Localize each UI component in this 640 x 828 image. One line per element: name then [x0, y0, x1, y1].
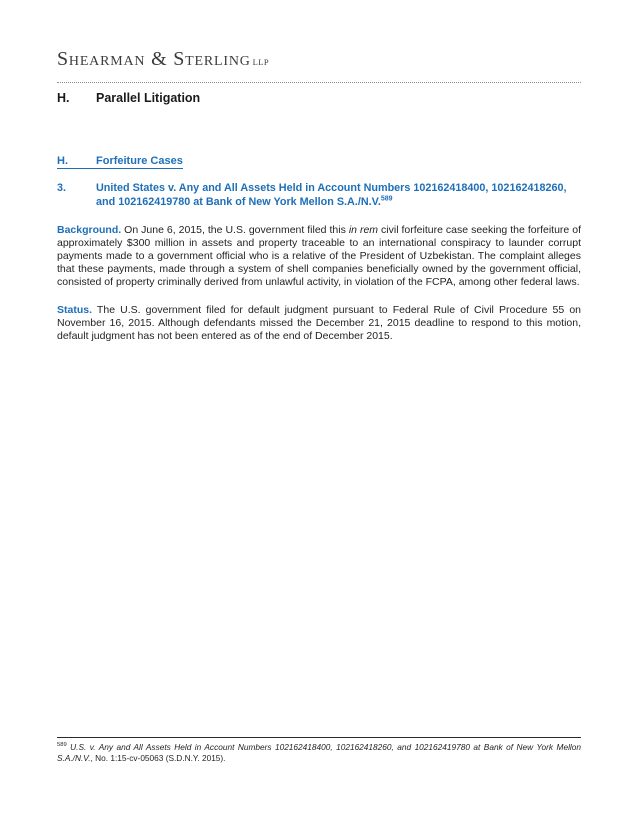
background-italic-term: in rem [348, 224, 379, 236]
footnote-divider [57, 737, 581, 738]
status-label: Status. [57, 304, 93, 316]
background-paragraph [57, 224, 581, 289]
section-number: H. [57, 91, 70, 105]
forfeiture-heading-underlined [57, 155, 183, 169]
background-text-1: On June 6, 2015, the U.S. government filed this [121, 224, 349, 236]
footnote-area [57, 737, 581, 763]
firm-logo [57, 48, 581, 71]
footnote [57, 742, 581, 763]
case-number: 3. [57, 182, 67, 194]
background-label: Background. [57, 224, 122, 236]
background-text-2: civil forfeiture case seeking the forfeiture of approximately $300 million in assets and property traceable to an international conspiracy to launder corrupt payments made to a government official who is a relative of the President of Uzbekistan. The complaint alleges that these payments, made through a system of shell companies beneficially owned by the government official, consisted of property criminally derived from unlawful activity, in violation of the FCPA, among other federal laws. [57, 224, 581, 288]
firm-name: Shearman & Sterling [57, 48, 251, 70]
status-text: The U.S. government filed for default judgment pursuant to Federal Rule of Civil Procedure 55 on November 16, 2015. Although defendants missed the December 21, 2015 deadline to respond to this motion, default judgment has not been entered as of the end of December 2015. [57, 304, 581, 342]
case-footnote-reference: 589 [380, 194, 393, 202]
footnote-number: 589 [57, 742, 67, 749]
section-title: Parallel Litigation [96, 91, 201, 105]
forfeiture-number: H. [57, 155, 68, 167]
forfeiture-heading [57, 151, 581, 169]
document-content [57, 0, 581, 343]
footnote-case-name: U.S. v. Any and All Assets Held in Account Numbers 102162418400, 102162418260, and 102162419780 at Bank of New York Mellon S.A./N.V. [57, 742, 581, 763]
case-title-text: United States v. Any and All Assets Held in Account Numbers 102162418400, 102162418260, and 102162419780 at Bank of New York Mellon S.A./N.V. [96, 182, 567, 208]
firm-suffix: LLP [252, 57, 269, 67]
case-title [96, 182, 581, 209]
section-heading [57, 91, 581, 105]
case-heading [57, 182, 581, 209]
header-divider [57, 82, 581, 83]
status-paragraph [57, 304, 581, 343]
forfeiture-title: Forfeiture Cases [96, 155, 183, 167]
footnote-citation: , No. 1:15-cv-05063 (S.D.N.Y. 2015). [90, 752, 226, 763]
